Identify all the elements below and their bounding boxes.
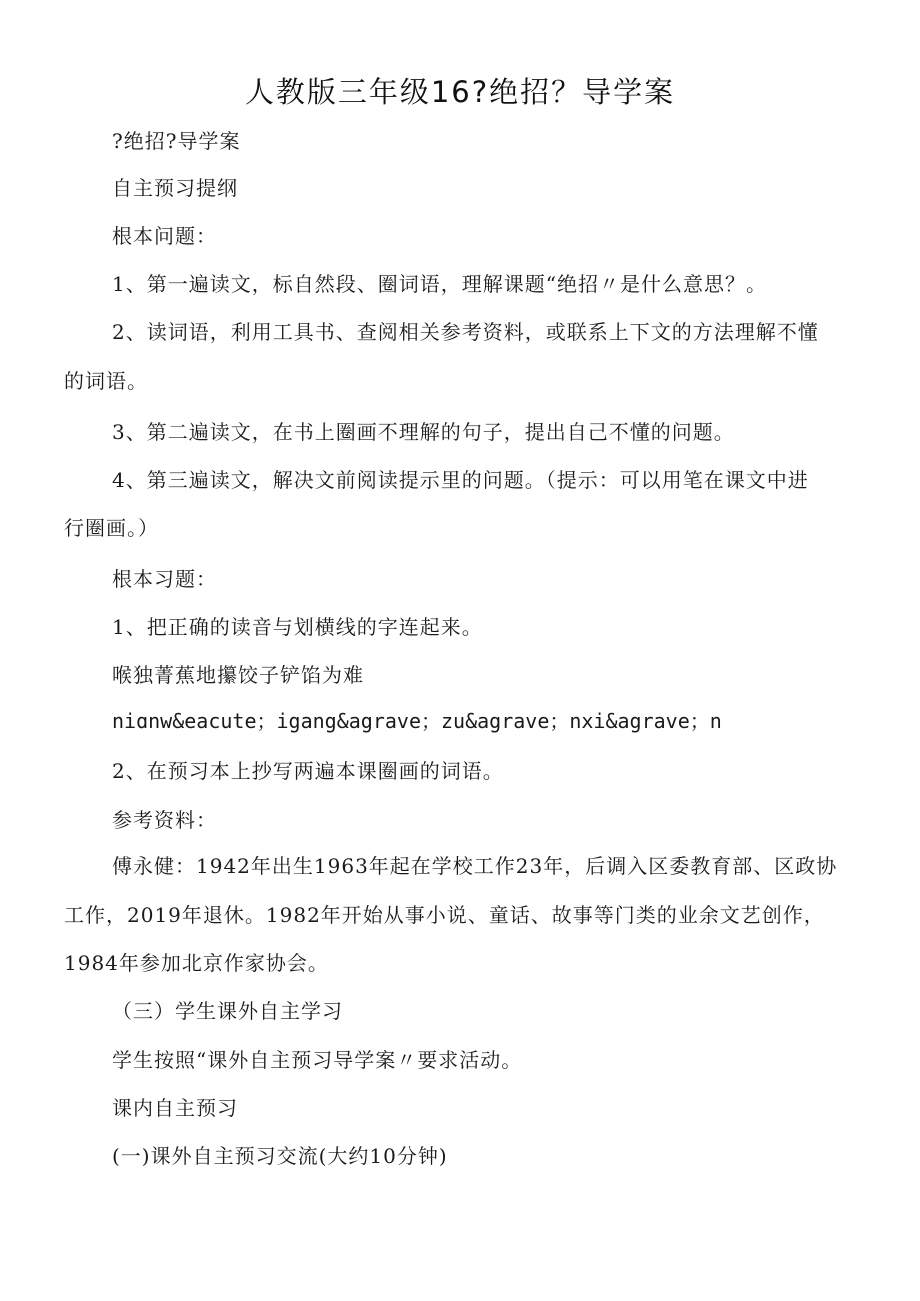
question-item-4-line-1: 4、第三遍读文，解决文前阅读提示里的问题。（提示：可以用笔在课文中进	[112, 468, 809, 492]
exercise-item-2: 2、在预习本上抄写两遍本课圈画的词语。	[112, 759, 504, 783]
section-heading-self-study: （三）学生课外自主学习	[112, 999, 343, 1023]
question-item-2-line-1: 2、读词语，利用工具书、查阅相关参考资料，或联系上下文的方法理解不懂	[112, 320, 819, 344]
document-title: 人教版三年级16?绝招？导学案	[244, 75, 676, 109]
in-class-exchange-item: (一)课外自主预习交流(大约10分钟)	[112, 1144, 448, 1168]
question-item-3: 3、第二遍读文，在书上圈画不理解的句子，提出自己不懂的问题。	[112, 420, 735, 444]
exercise-characters: 喉独菁蕉地攥饺子铲馅为难	[112, 663, 364, 687]
section-heading-basic-exercises: 根本习题：	[112, 567, 217, 591]
section-heading-reference: 参考资料：	[112, 808, 217, 832]
reference-author-line-3: 1984年参加北京作家协会。	[64, 951, 329, 975]
reference-author-line-2: 工作，2019年退休。1982年开始从事小说、童话、故事等门类的业余文艺创作，	[64, 903, 825, 927]
subtitle-line: ?绝招?导学案	[112, 129, 241, 153]
question-item-2-line-2: 的词语。	[64, 369, 148, 393]
question-item-1: 1、第一遍读文，标自然段、圈词语，理解课题“绝招〃是什么意思？。	[112, 272, 767, 296]
exercise-item-1: 1、把正确的读音与划横线的字连起来。	[112, 615, 483, 639]
self-study-instruction: 学生按照“课外自主预习导学案〃要求活动。	[112, 1048, 523, 1072]
section-heading-in-class-preview: 课内自主预习	[112, 1096, 238, 1120]
reference-author-line-1: 傅永健：1942年出生1963年起在学校工作23年，后调入区委教育部、区政协	[112, 854, 838, 878]
question-item-4-line-2: 行圈画。）	[64, 516, 159, 540]
section-heading-preview-outline: 自主预习提纲	[112, 176, 238, 200]
section-heading-basic-questions: 根本问题：	[112, 224, 217, 248]
exercise-pinyin: niɑnw&eacute；igang&agrave；zu&agrave；nxi&agrave；n	[112, 709, 722, 733]
